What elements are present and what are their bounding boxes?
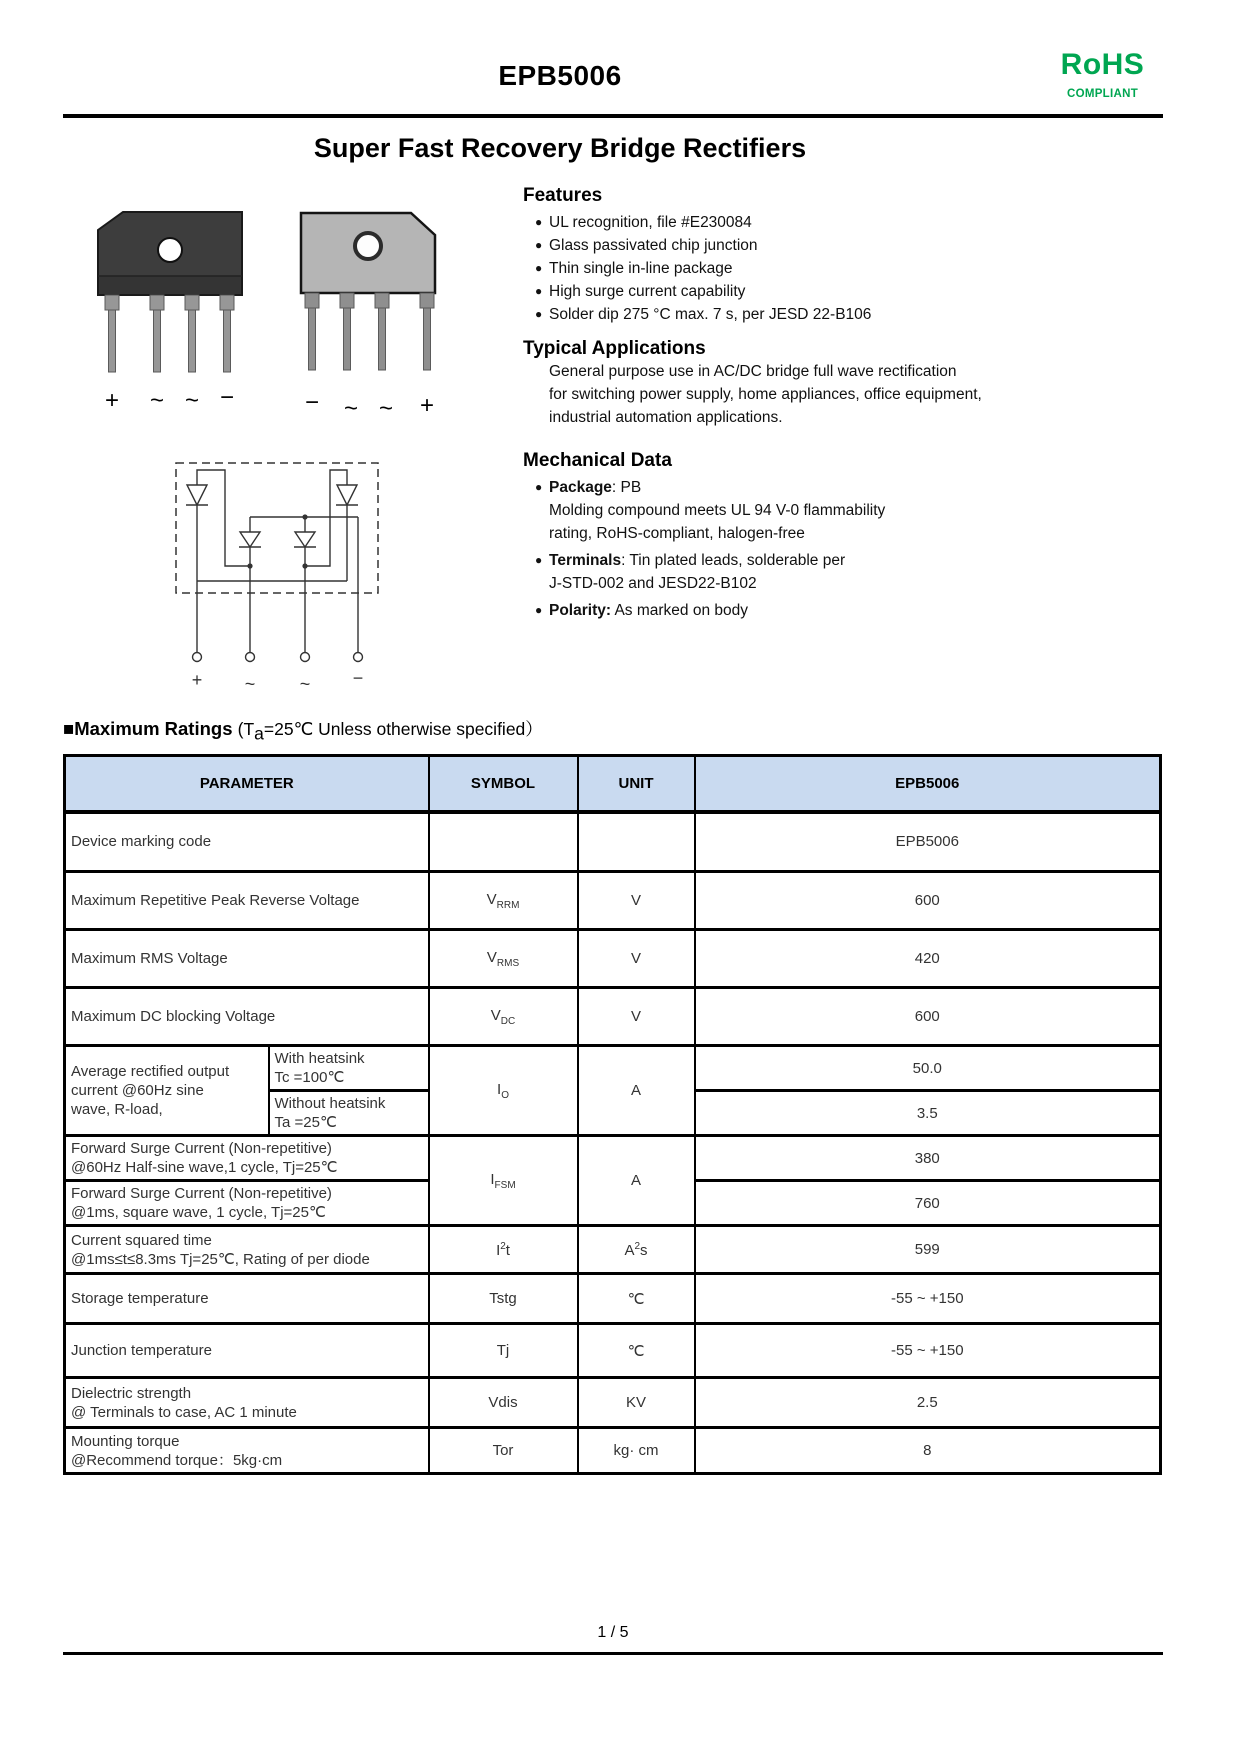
black-package-drawing — [85, 198, 255, 418]
page-number: 1 / 5 — [597, 1624, 629, 1641]
table-row — [65, 812, 1161, 872]
value-cell: 600 — [695, 988, 1161, 1046]
symbol-cell: $I_O$ — [429, 1046, 578, 1136]
value-cell: 760 — [695, 1181, 1161, 1226]
applications-text-line: General purpose use in AC/DC bridge full wave rectification — [549, 363, 957, 380]
terminal-label: ~ — [299, 674, 311, 694]
applications-section — [523, 338, 1083, 429]
mechanical-cont-line: rating, RoHS-compliant, halogen-free — [549, 525, 805, 542]
mounting-hole — [158, 238, 182, 262]
bullet-icon: ● — [535, 261, 543, 275]
package-leads — [105, 295, 234, 372]
package-image-black — [85, 198, 255, 423]
features-list — [523, 211, 1083, 326]
bullet-icon: ● — [535, 603, 543, 617]
feature-item: ● Glass passivated chip junction — [523, 234, 1083, 257]
polarity-labels-black — [105, 384, 234, 414]
unit-cell: $A^2s$ — [578, 1226, 695, 1274]
bridge-schematic — [150, 430, 390, 705]
rohs-badge — [1040, 48, 1165, 100]
document-title: Super Fast Recovery Bridge Rectifiers — [313, 133, 807, 163]
condition-cell: Without heatsink Ta =25℃ — [269, 1091, 429, 1136]
symbol-cell: Tor — [429, 1428, 578, 1474]
param-cell: Maximum DC blocking Voltage — [65, 988, 429, 1046]
symbol-cell: Tstg — [429, 1274, 578, 1324]
table-row — [65, 1274, 1161, 1324]
terminal-labels — [192, 668, 364, 694]
table-row — [65, 1324, 1161, 1378]
polarity-labels-gray — [305, 389, 434, 422]
value-cell: 600 — [695, 872, 1161, 930]
polarity-label: + — [104, 387, 120, 414]
param-cell: Device marking code — [65, 812, 429, 872]
table-row — [65, 930, 1161, 988]
package-leads — [305, 293, 434, 370]
features-heading: Features — [523, 185, 603, 206]
polarity-label: − — [304, 389, 320, 416]
col-header-symbol: SYMBOL — [429, 756, 578, 812]
package-ledge — [99, 276, 241, 294]
condition-cell: With heatsink Tc =100℃ — [269, 1046, 429, 1091]
terminal-label: ~ — [244, 674, 256, 694]
mechanical-section — [523, 450, 1083, 622]
symbol-cell: $V_{DC}$ — [429, 988, 578, 1046]
value-cell: 3.5 — [695, 1091, 1161, 1136]
polarity-label: ~ — [149, 387, 165, 414]
junction-dots — [247, 514, 307, 568]
symbol-cell — [429, 812, 578, 872]
unit-cell: V — [578, 930, 695, 988]
applications-text-line: industrial automation applications. — [549, 409, 783, 426]
col-header-part: EPB5006 — [695, 756, 1161, 812]
polarity-label: + — [419, 392, 435, 419]
table-row — [65, 1378, 1161, 1428]
value-cell: 8 — [695, 1428, 1161, 1474]
symbol-cell: $I^2t$ — [429, 1226, 578, 1274]
param-cell: Mounting torque @Recommend torque：5kg·cm — [65, 1428, 429, 1474]
bullet-icon: ● — [535, 215, 543, 229]
schematic-drawing — [150, 430, 390, 700]
symbol-cell: $V_{RMS}$ — [429, 930, 578, 988]
package-image-gray — [293, 198, 448, 428]
value-cell: 420 — [695, 930, 1161, 988]
schematic-wires — [186, 470, 358, 653]
symbol-cell: Vdis — [429, 1378, 578, 1428]
feature-item: ● Solder dip 275 °C max. 7 s, per JESD 22-B106 — [523, 303, 1083, 326]
square-bullet-icon: ■ — [63, 718, 75, 739]
param-cell: Junction temperature — [65, 1324, 429, 1378]
table-row — [65, 1136, 1161, 1181]
param-cell: Current squared time @1ms≤t≤8.3ms Tj=25℃, Rating of per diode — [65, 1226, 429, 1274]
bullet-icon: ● — [535, 284, 543, 298]
param-cell: Forward Surge Current (Non-repetitive) @1ms, square wave, 1 cycle, Tj=25℃ — [65, 1181, 429, 1226]
value-cell: 380 — [695, 1136, 1161, 1181]
page-title: EPB5006 — [498, 60, 622, 91]
value-cell: -55 ~ +150 — [695, 1324, 1161, 1378]
header-divider — [63, 114, 1163, 118]
symbol-cell: Tj — [429, 1324, 578, 1378]
schematic-outline — [176, 463, 378, 593]
table-row — [65, 872, 1161, 930]
table-row — [65, 988, 1161, 1046]
applications-text-line: for switching power supply, home appliances, office equipment, — [549, 386, 982, 403]
maximum-ratings-table — [63, 754, 1162, 1475]
applications-heading: Typical Applications — [523, 338, 706, 359]
bullet-icon: ● — [535, 238, 543, 252]
bullet-icon: ● — [535, 553, 543, 567]
gray-package-drawing — [293, 198, 448, 423]
unit-cell: V — [578, 988, 695, 1046]
value-cell: 599 — [695, 1226, 1161, 1274]
mechanical-item: ● Package: PB — [523, 476, 1083, 499]
unit-cell: V — [578, 872, 695, 930]
unit-cell: A — [578, 1136, 695, 1226]
unit-cell: ℃ — [578, 1274, 695, 1324]
value-cell: 50.0 — [695, 1046, 1161, 1091]
terminal-label: − — [352, 668, 364, 688]
param-cell: Forward Surge Current (Non-repetitive) @60Hz Half-sine wave,1 cycle, Tj=25℃ — [65, 1136, 429, 1181]
param-cell: Average rectified output current @60Hz sine wave, R-load, — [65, 1046, 269, 1136]
param-cell: Maximum RMS Voltage — [65, 930, 429, 988]
footer-divider — [63, 1652, 1163, 1655]
mechanical-item: ● Terminals: Tin plated leads, solderable per — [523, 549, 1083, 572]
table-row — [65, 1226, 1161, 1274]
symbol-cell: $I_{FSM}$ — [429, 1136, 578, 1226]
param-cell: Storage temperature — [65, 1274, 429, 1324]
unit-cell: A — [578, 1046, 695, 1136]
feature-item: ● High surge current capability — [523, 280, 1083, 303]
value-cell: -55 ~ +150 — [695, 1274, 1161, 1324]
value-cell: 2.5 — [695, 1378, 1161, 1428]
terminal-pins — [193, 653, 363, 662]
polarity-label: ~ — [184, 387, 200, 414]
mechanical-list — [523, 549, 1083, 572]
symbol-cell: $V_{RRM}$ — [429, 872, 578, 930]
features-section — [523, 185, 1083, 326]
feature-item: ● UL recognition, file #E230084 — [523, 211, 1083, 234]
polarity-label: ~ — [343, 395, 359, 422]
table-row — [65, 1046, 1161, 1091]
col-header-parameter: PARAMETER — [65, 756, 429, 812]
bullet-icon: ● — [535, 480, 543, 494]
mechanical-list — [523, 599, 1083, 622]
value-cell: EPB5006 — [695, 812, 1161, 872]
param-cell: Maximum Repetitive Peak Reverse Voltage — [65, 872, 429, 930]
param-cell: Dielectric strength @ Terminals to case, AC 1 minute — [65, 1378, 429, 1428]
mounting-hole — [355, 233, 381, 259]
mechanical-list — [523, 476, 1083, 499]
ratings-heading: ■Maximum Ratings ($T_a=25℃$ Unless otherwise specified） — [63, 718, 543, 744]
rohs-label: RoHS — [1060, 48, 1145, 81]
mechanical-item: ● Polarity: As marked on body — [523, 599, 1083, 622]
unit-cell: ℃ — [578, 1324, 695, 1378]
table-header-row — [65, 756, 1161, 812]
unit-cell — [578, 812, 695, 872]
mechanical-cont-line: J-STD-002 and JESD22-B102 — [549, 575, 757, 592]
unit-cell: KV — [578, 1378, 695, 1428]
unit-cell: kg· cm — [578, 1428, 695, 1474]
table-row — [65, 1428, 1161, 1474]
mechanical-heading: Mechanical Data — [523, 450, 672, 471]
mechanical-cont-line: Molding compound meets UL 94 V-0 flammability — [549, 502, 886, 519]
col-header-unit: UNIT — [578, 756, 695, 812]
bullet-icon: ● — [535, 307, 543, 321]
terminal-label: + — [191, 670, 203, 690]
polarity-label: − — [219, 384, 235, 411]
feature-item: ● Thin single in-line package — [523, 257, 1083, 280]
rohs-compliant-label: COMPLIANT — [1066, 88, 1139, 100]
polarity-label: ~ — [378, 395, 394, 422]
